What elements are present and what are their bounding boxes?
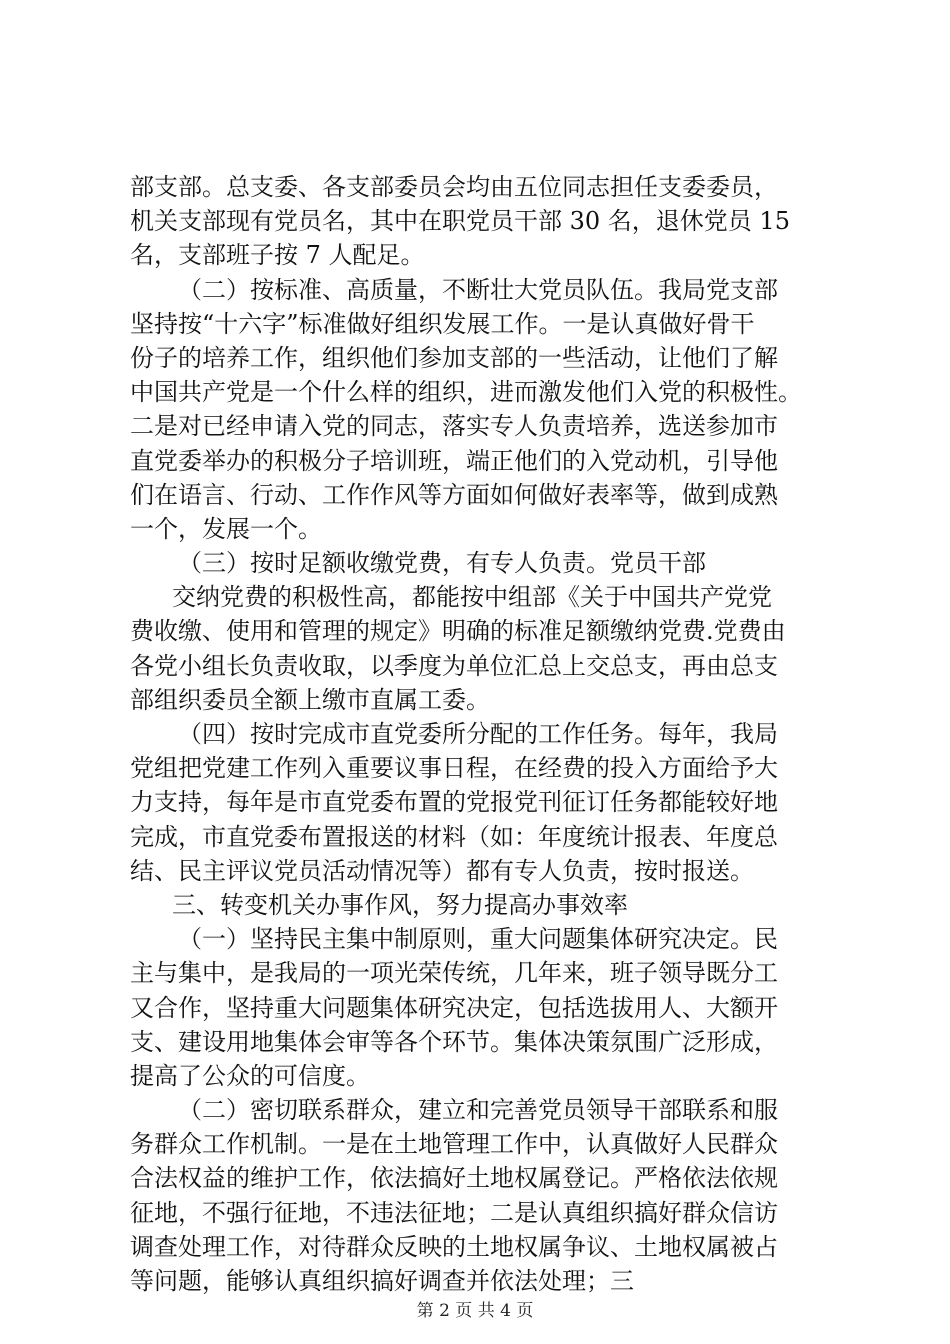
text-line: 坚持按“十六字”标准做好组织发展工作。一是认真做好骨干 xyxy=(130,309,755,338)
text-line: （三）按时足额收缴党费，有专人负责。党员干部 xyxy=(178,549,706,578)
text-line: 合法权益的维护工作，依法搞好土地权属登记。严格依法依规 xyxy=(130,1164,778,1193)
text-line: 党组把党建工作列入重要议事日程，在经费的投入方面给予大 xyxy=(130,754,778,783)
text-line: 二是对已经申请入党的同志，落实专人负责培养，选送参加市 xyxy=(130,412,778,441)
text-line: 费收缴、使用和管理的规定》明确的标准足额缴纳党费.党费由 xyxy=(130,617,786,646)
text-line: （四）按时完成市直党委所分配的工作任务。每年，我局 xyxy=(178,720,778,748)
text-line: 支、建设用地集体会审等各个环节。集体决策氛围广泛形成， xyxy=(130,1027,778,1056)
text-line: （二）按标准、高质量，不断壮大党员队伍。我局党支部 xyxy=(178,275,778,304)
text-line: 务群众工作机制。一是在土地管理工作中，认真做好人民群众 xyxy=(130,1130,778,1159)
text-line: 征地，不强行征地，不违法征地；二是认真组织搞好群众信访 xyxy=(130,1198,778,1227)
text-line: 中国共产党是一个什么样的组织，进而激发他们入党的积极性。 xyxy=(130,378,802,407)
text-line: 调查处理工作，对待群众反映的土地权属争议、土地权属被占 xyxy=(130,1232,778,1261)
text-line: 主与集中，是我局的一项光荣传统，几年来，班子领导既分工 xyxy=(130,959,778,988)
text-line: 各党小组长负责收取，以季度为单位汇总上交总支，再由总支 xyxy=(130,651,778,680)
text-line: 部支部。总支委、各支部委员会均由五位同志担任支委委员， xyxy=(130,173,778,201)
text-line: 直党委举办的积极分子培训班，端正他们的入党动机，引导他 xyxy=(130,446,778,475)
text-line: （一）坚持民主集中制原则，重大问题集体研究决定。民 xyxy=(178,925,778,954)
text-line: （二）密切联系群众，建立和完善党员领导干部联系和服 xyxy=(178,1096,778,1125)
text-line: 机关支部现有党员名，其中在职党员干部 30 名，退休党员 15 xyxy=(130,207,790,236)
text-line: 名，支部班子按 7 人配足。 xyxy=(130,241,425,270)
page-footer: 第 2 页 共 4 页 xyxy=(416,1301,534,1321)
document-body xyxy=(130,170,850,1298)
text-line: 力支持，每年是市直党委布置的党报党刊征订任务都能较好地 xyxy=(130,788,778,817)
text-line: 部组织委员全额上缴市直属工委。 xyxy=(130,685,490,714)
text-line: 们在语言、行动、工作作风等方面如何做好表率等，做到成熟 xyxy=(130,480,778,509)
text-line: 等问题，能够认真组织搞好调查并依法处理；三 xyxy=(130,1267,634,1295)
text-line: 提高了公众的可信度。 xyxy=(130,1061,370,1090)
text-line: 结、民主评议党员活动情况等）都有专人负责，按时报送。 xyxy=(130,856,754,885)
text-line: 一个，发展一个。 xyxy=(130,514,322,543)
text-line: 交纳党费的积极性高，都能按中组部《关于中国共产党党 xyxy=(172,583,772,612)
text-line: 份子的培养工作，组织他们参加支部的一些活动，让他们了解 xyxy=(130,343,778,372)
text-line: 完成，市直党委布置报送的材料（如：年度统计报表、年度总 xyxy=(130,822,778,851)
text-line: 三、转变机关办事作风，努力提高办事效率 xyxy=(172,890,628,919)
text-line: 又合作，坚持重大问题集体研究决定，包括选拔用人、大额开 xyxy=(130,993,778,1022)
